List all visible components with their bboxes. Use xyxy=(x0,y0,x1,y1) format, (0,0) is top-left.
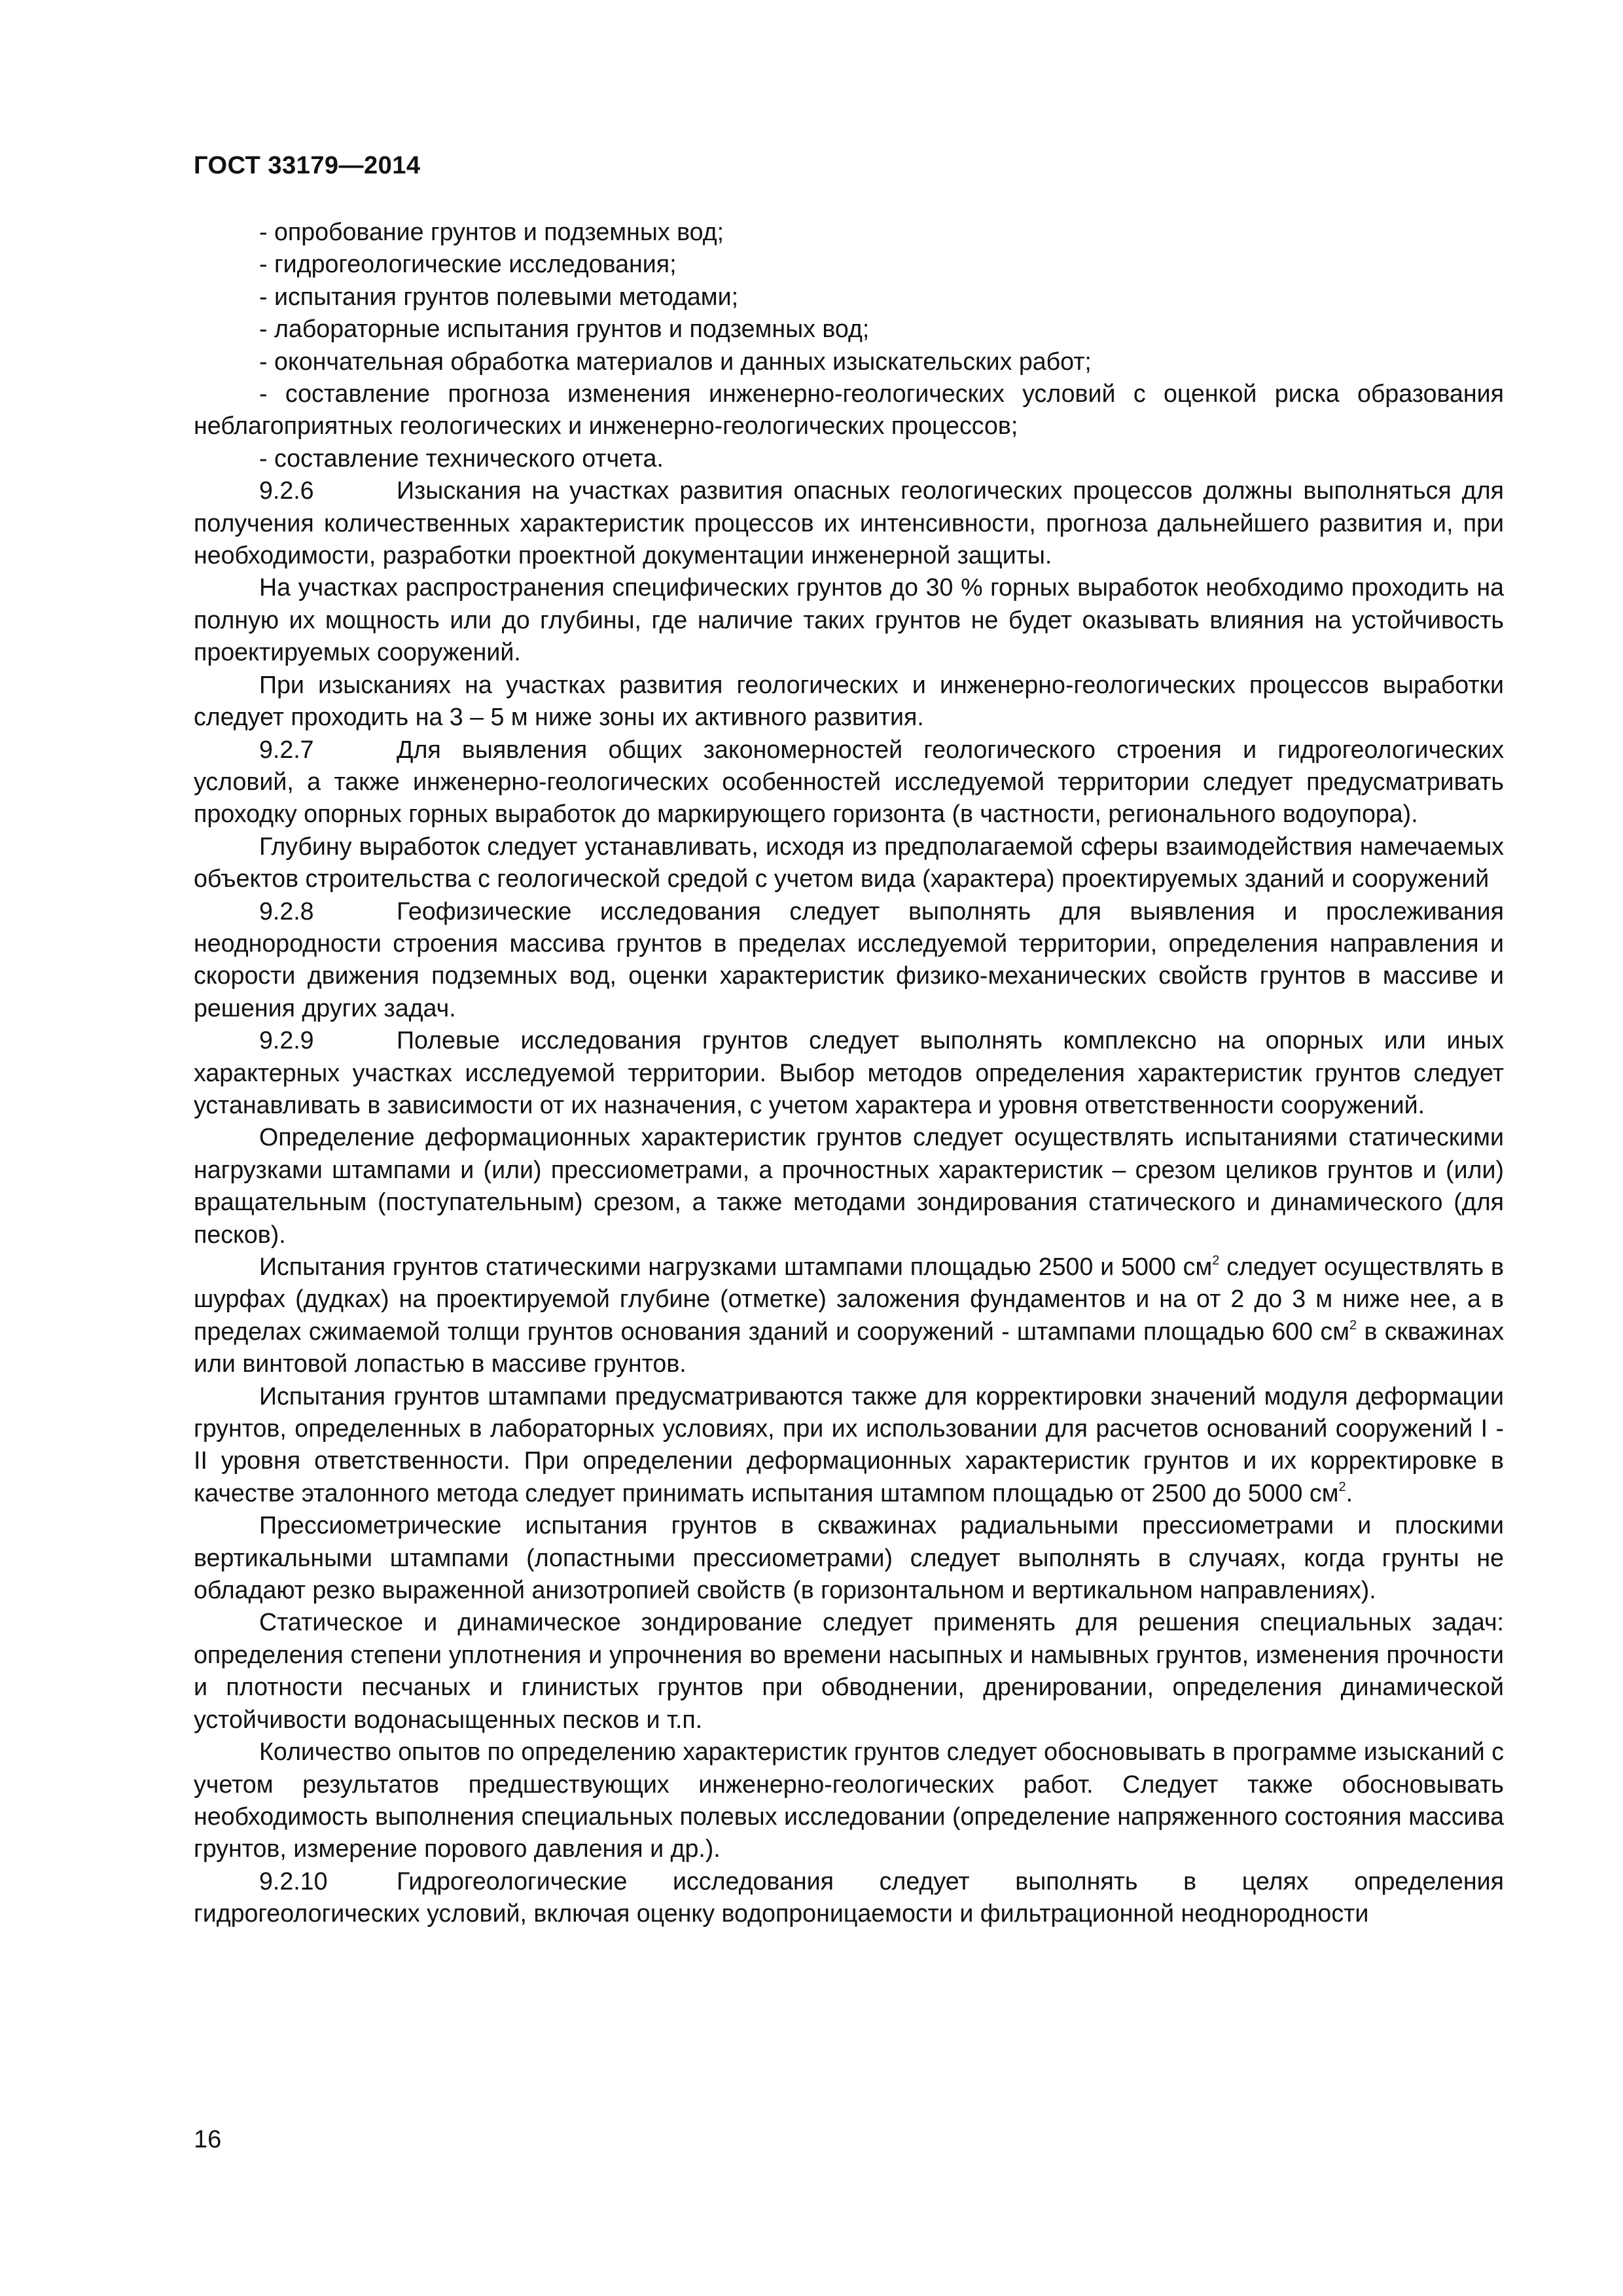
text-run: Испытания грунтов статическими нагрузками штампами площадью 2500 и 5000 см xyxy=(259,1253,1213,1280)
section-number: 9.2.10 xyxy=(259,1867,328,1895)
bullet-item: - опробование грунтов и подземных вод; xyxy=(259,218,724,245)
paragraph: Статическое и динамическое зондирование следует применять для решения специальных задач: определения степени уплотнения и упрочнения во времени насыпных и намывных грунтов, изменения прочности и плотности песчаных и глинистых грунтов при обводнении, дренировании, определения динамической устойчивости водонасыщенных песков и т.п. xyxy=(194,1608,1504,1733)
text-run: в скважинах или винтовой лопастью в массиве грунтов. xyxy=(194,1317,1504,1378)
paragraph-stamp-tests xyxy=(194,1251,1504,1380)
superscript: 2 xyxy=(1349,1318,1357,1333)
superscript: 2 xyxy=(1212,1253,1220,1268)
bullet-item: - лабораторные испытания грунтов и подземных вод; xyxy=(259,315,870,343)
section-text: Для выявления общих закономерностей геологического строения и гидрогеологических условий, а также инженерно-геологических особенностей исследуемой территории следует предусматривать проходку опорных горных выработок до маркирующего горизонта (в частности, регионального водоупора). xyxy=(194,735,1504,828)
paragraph-stamp-correction xyxy=(194,1380,1504,1510)
section-9-2-10 xyxy=(194,1865,1504,1930)
text-run: . xyxy=(1346,1479,1353,1507)
section-9-2-7 xyxy=(194,734,1504,831)
paragraph: Прессиометрические испытания грунтов в скважинах радиальными прессиометрами и плоскими вертикальными штампами (лопастными прессиометрами) следует выполнять в случаях, когда грунты не обладают резко выраженной анизотропией свойств (в горизонтальном и вертикальном направлениях). xyxy=(194,1511,1504,1604)
section-text: Изыскания на участках развития опасных геологических процессов должны выполняться для получения количественных характеристик процессов их интенсивности, прогноза дальнейшего развития и, при необходимости, разработки проектной документации инженерной защиты. xyxy=(194,476,1504,569)
bullet-item: - составление прогноза изменения инженерно-геологических условий с оценкой риска образования неблагоприятных геологических и инженерно-геологических процессов; xyxy=(194,380,1504,440)
bullet-item: - гидрогеологические исследования; xyxy=(259,250,677,278)
paragraph: При изысканиях на участках развития геологических и инженерно-геологических процессов выработки следует проходить на 3 – 5 м ниже зоны их активного развития. xyxy=(194,670,1504,731)
section-number: 9.2.8 xyxy=(259,897,314,925)
document-body xyxy=(194,216,1504,1930)
section-number: 9.2.7 xyxy=(259,735,314,763)
text-run: Испытания грунтов штампами предусматриваются также для корректировки значений модуля деформации грунтов, определенных в лабораторных условиях, при их использовании для расчетов оснований сооружений I - II уровня ответственности. При определении деформационных характеристик грунтов и их корректировке в качестве эталонного метода следует принимать испытания штампом площадью от 2500 до 5000 см xyxy=(194,1382,1504,1507)
section-9-2-8 xyxy=(194,895,1504,1025)
paragraph: На участках распространения специфических грунтов до 30 % горных выработок необходимо проходить на полную их мощность или до глубины, где наличие таких грунтов не будет оказывать влияния на устойчивость проектируемых сооружений. xyxy=(194,573,1504,666)
paragraph: Определение деформационных характеристик грунтов следует осуществлять испытаниями статическими нагрузками штампами и (или) прессиометрами, а прочностных характеристик – срезом целиков грунтов и (или) вращательным (поступательным) срезом, а также методами зондирования статического и динамического (для песков). xyxy=(194,1123,1504,1248)
bullet-item: - составление технического отчета. xyxy=(259,444,664,472)
superscript: 2 xyxy=(1338,1479,1346,1494)
section-number: 9.2.9 xyxy=(259,1026,314,1054)
section-9-2-9 xyxy=(194,1024,1504,1121)
section-9-2-6 xyxy=(194,475,1504,571)
page-number: 16 xyxy=(194,2126,222,2153)
bullet-item: - испытания грунтов полевыми методами; xyxy=(259,282,739,310)
section-number: 9.2.6 xyxy=(259,476,314,505)
section-text: Гидрогеологические исследования следует выполнять в целях определения гидрогеологических условий, включая оценку водопроницаемости и фильтрационной неоднородности xyxy=(194,1867,1504,1928)
text-run: следует осуществлять в шурфах (дудках) на проектируемой глубине (отметке) заложения фундаментов и на от 2 до 3 м ниже нее, а в пределах сжимаемой толщи грунтов основания зданий и сооружений - штампами площадью 600 см xyxy=(194,1253,1504,1345)
paragraph: Количество опытов по определению характеристик грунтов следует обосновывать в программе изысканий с учетом результатов предшествующих инженерно-геологических работ. Следует также обосновывать необходимость выполнения специальных полевых исследовании (определение напряженного состояния массива грунтов, измерение порового давления и др.). xyxy=(194,1738,1504,1863)
document-header: ГОСТ 33179—2014 xyxy=(194,152,421,179)
section-text: Полевые исследования грунтов следует выполнять комплексно на опорных или иных характерных участках исследуемой территории. Выбор методов определения характеристик грунтов следует устанавливать в зависимости от их назначения, с учетом характера и уровня ответственности сооружений. xyxy=(194,1026,1504,1119)
bullet-item: - окончательная обработка материалов и данных изыскательских работ; xyxy=(259,347,1092,375)
section-text: Геофизические исследования следует выполнять для выявления и прослеживания неоднородности строения массива грунтов в пределах исследуемой территории, определения направления и скорости движения подземных вод, оценки характеристик физико-механических свойств грунтов в массиве и решения других задач. xyxy=(194,897,1504,1022)
paragraph: Глубину выработок следует устанавливать, исходя из предполагаемой сферы взаимодействия намечаемых объектов строительства с геологической средой с учетом вида (характера) проектируемых зданий и сооружений xyxy=(194,832,1504,893)
